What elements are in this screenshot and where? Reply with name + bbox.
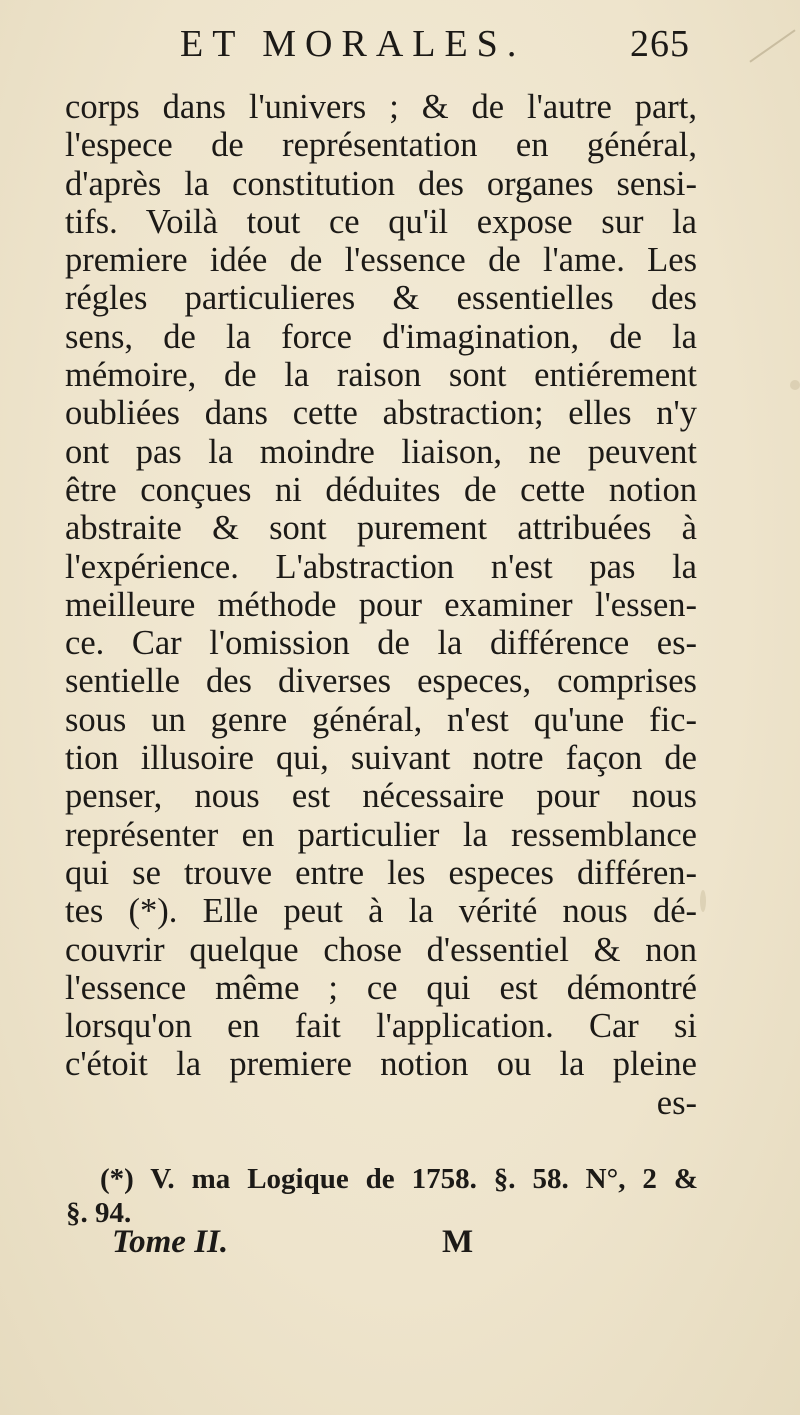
text-line: l'expérience. L'abstraction n'est pas la	[65, 547, 697, 586]
text-line: premiere idée de l'essence de l'ame. Les	[65, 241, 697, 280]
text-line: l'essence même ; ce qui est démontré	[65, 968, 697, 1007]
text-line: représenter en particulier la ressemblance	[65, 815, 697, 854]
text-line: c'étoit la premiere notion ou la pleine	[65, 1045, 697, 1084]
text-line: être conçues ni déduites de cette notion	[65, 470, 697, 509]
text-line: d'après la constitution des organes sensi-	[65, 164, 697, 203]
text-line: sous un genre général, n'est qu'une fic-	[65, 700, 697, 739]
running-head: ET MORALES.	[180, 23, 526, 65]
text-line: qui se trouve entre les especes différen-	[65, 853, 697, 892]
text-line: couvrir quelque chose d'essentiel & non	[65, 930, 697, 969]
text-line: corps dans l'univers ; & de l'autre part,	[65, 88, 697, 126]
footnote	[66, 1162, 698, 1230]
text-line: sens, de la force d'imagination, de la	[65, 317, 697, 356]
paper-stain	[790, 380, 800, 390]
text-line: tifs. Voilà tout ce qu'il expose sur la	[65, 202, 697, 241]
footnote-line: §. 94.	[66, 1197, 132, 1229]
footnote-line: (*) V. ma Logique de 1758. §. 58. N°, 2 &	[100, 1163, 698, 1195]
text-line: l'espece de représentation en général,	[65, 126, 697, 165]
text-line: sentielle des diverses especes, comprises	[65, 662, 697, 701]
text-line: tes (*). Elle peut à la vérité nous dé-	[65, 892, 697, 931]
text-line: oubliées dans cette abstraction; elles n'y	[65, 394, 697, 433]
text-line: abstraite & sont purement attribuées à	[65, 509, 697, 548]
body-text	[65, 88, 697, 1122]
signature-line	[112, 1224, 492, 1268]
text-line: meilleure méthode pour examiner l'essen-	[65, 585, 697, 624]
paper-fold-mark	[749, 29, 795, 62]
text-line: mémoire, de la raison sont entiérement	[65, 356, 697, 395]
page-header	[180, 22, 690, 72]
signature-mark: M	[442, 1224, 474, 1260]
text-line: penser, nous est nécessaire pour nous	[65, 777, 697, 816]
text-line: régles particulieres & essentielles des	[65, 279, 697, 318]
paper-stain	[700, 890, 706, 912]
text-line: ce. Car l'omission de la différence es-	[65, 624, 697, 663]
text-line: ont pas la moindre liaison, ne peuvent	[65, 432, 697, 471]
catchword: es-	[656, 1083, 697, 1122]
page-number: 265	[630, 23, 690, 65]
volume-label: Tome II.	[112, 1224, 229, 1260]
text-line: tion illusoire qui, suivant notre façon de	[65, 739, 697, 778]
text-line: lorsqu'on en fait l'application. Car si	[65, 1007, 697, 1046]
